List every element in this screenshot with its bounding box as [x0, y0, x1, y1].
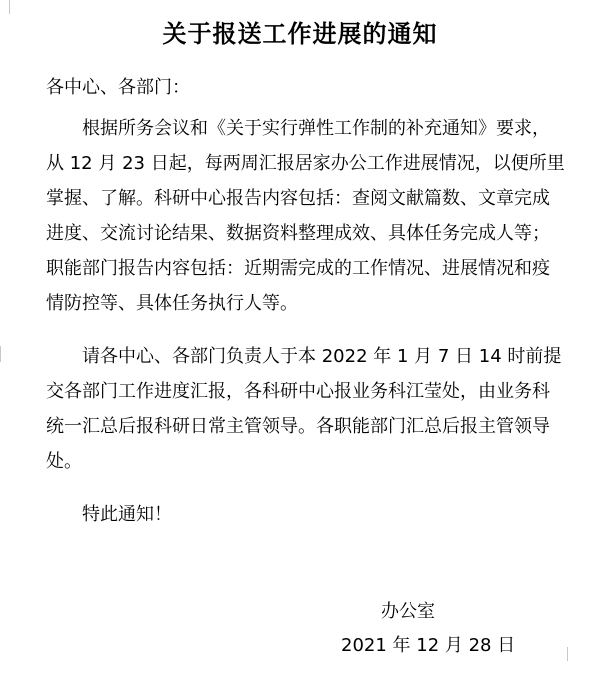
signature-office: 办公室 — [381, 601, 435, 622]
salutation: 各中心、各部门： — [46, 77, 190, 98]
page-corner-mark — [9, 0, 10, 14]
page-corner-mark-bottom — [567, 647, 568, 661]
page-edge-mark — [0, 346, 1, 362]
document-title: 关于报送工作进展的通知 — [162, 20, 438, 48]
body-paragraph-2: 请各中心、各部门负责人于本 2022 年 1 月 7 日 14 时前提交各部门工作进度汇报，各科研中心报业务科江莹处，由业务科统一汇总后报科研日常主管领导。各职能部门汇总后报主管领导处。 — [46, 346, 562, 472]
body-paragraph-1: 根据所务会议和《关于实行弹性工作制的补充通知》要求，从 12 月 23 日起，每两周汇报居家办公工作进展情况，以便所里掌握、了解。科研中心报告内容包括：查阅文献篇数、文章完成进度、交流讨论结果、数据资料整理成效、具体任务完成人等；职能部门报告内容包括：近期需完成的工作情况、进展情况和疫情防控等、具体任务执行人等。 — [46, 118, 565, 314]
signature-date: 2021 年 12 月 28 日 — [341, 635, 516, 656]
closing-line: 特此通知！ — [82, 504, 172, 525]
